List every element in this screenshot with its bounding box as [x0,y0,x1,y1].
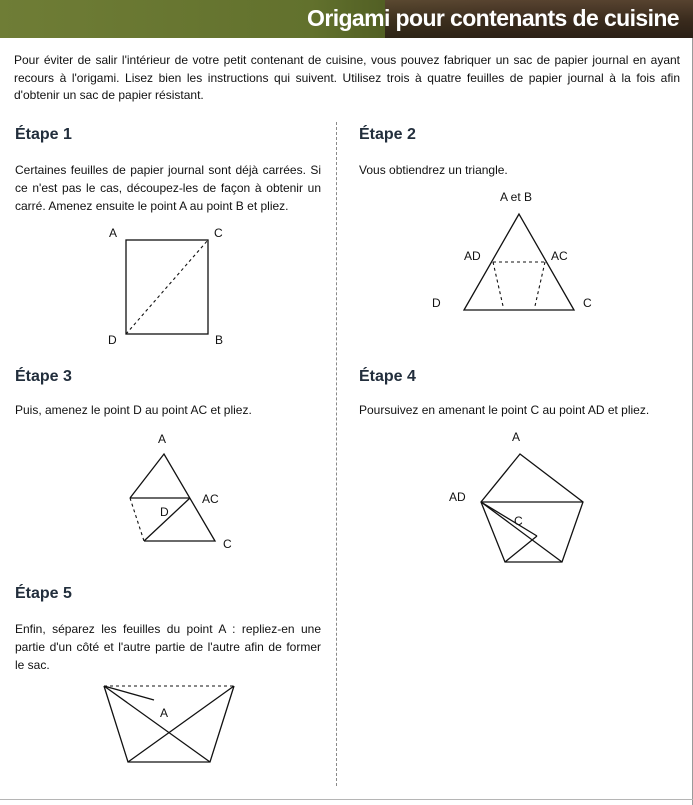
page-title: Origami pour contenants de cuisine [307,5,679,31]
step-5-label-a: A [160,706,169,720]
step-2-label-a-et-b: A et B [500,190,533,204]
pentagon [481,454,583,562]
step-3-label-d: D [160,505,169,519]
bag-outline [104,686,234,762]
step-3-text: Puis, amenez le point D au point AC et pliez. [15,403,252,417]
step-2-label-c: C [583,296,592,310]
step-3-diagram [120,428,250,553]
title-banner [0,0,693,38]
column-divider [336,122,337,786]
step-1-label-d: D [108,333,117,347]
step-2-label-d: D [432,296,441,310]
step-3-label-ac: AC [202,492,219,506]
step-1-label-b: B [215,333,224,347]
step-5-diagram [98,680,243,770]
bottom-rule [0,799,693,800]
step-3-title: Étape 3 [15,368,72,385]
step-4-label-c: C [514,514,523,528]
lower-fold [505,536,537,562]
flap-line [104,686,154,700]
step-2-text: Vous obtiendrez un triangle. [359,163,508,177]
step-4-label-ad: AD [449,490,466,504]
step-2-title: Étape 2 [359,126,416,143]
step-3-label-a: A [158,432,167,446]
step-5-title: Étape 5 [15,585,72,602]
step-1-label-c: C [214,226,223,240]
step-4-text: Poursuivez en amenant le point C au point AD et pliez. [359,403,650,417]
step-2-diagram [430,186,605,316]
step-3-label-c: C [223,537,232,551]
step-5-text: Enfin, séparez les feuilles du point A : repliez-en une partie d'un côté et l'autre partie de l'autre afin de former le sac. [15,622,321,672]
step-4-diagram [445,426,595,566]
intro-paragraph: Pour éviter de salir l'intérieur de votre petit contenant de cuisine, vous pouvez fabriquer un sac de papier journal en ayant recours à l'origami. Lisez bien les instructions qui suivent. Utilisez trois à quatre feuilles de papier journal à la fois afin d'obtenir un sac de papier résistant. [14,53,680,102]
step-1-title: Étape 1 [15,126,72,143]
hidden-edge [130,498,144,541]
step-1-label-a: A [109,226,118,240]
fold-line-left [104,686,210,762]
inner-fold [481,502,537,536]
fold-line-left [493,262,503,306]
step-4-title: Étape 4 [359,368,416,385]
step-1-text: Certaines feuilles de papier journal sont déjà carrées. Si ce n'est pas le cas, découpez-les de façon à obtenir un carré. Amenez ensuite le point A au point B et pliez. [15,163,321,213]
step-1-diagram [100,222,240,352]
step-4-label-a: A [512,430,521,444]
fold-line [126,240,208,334]
fold-line-right [535,262,545,306]
step-2-label-ad: AD [464,249,481,263]
step-2-label-ac: AC [551,249,568,263]
